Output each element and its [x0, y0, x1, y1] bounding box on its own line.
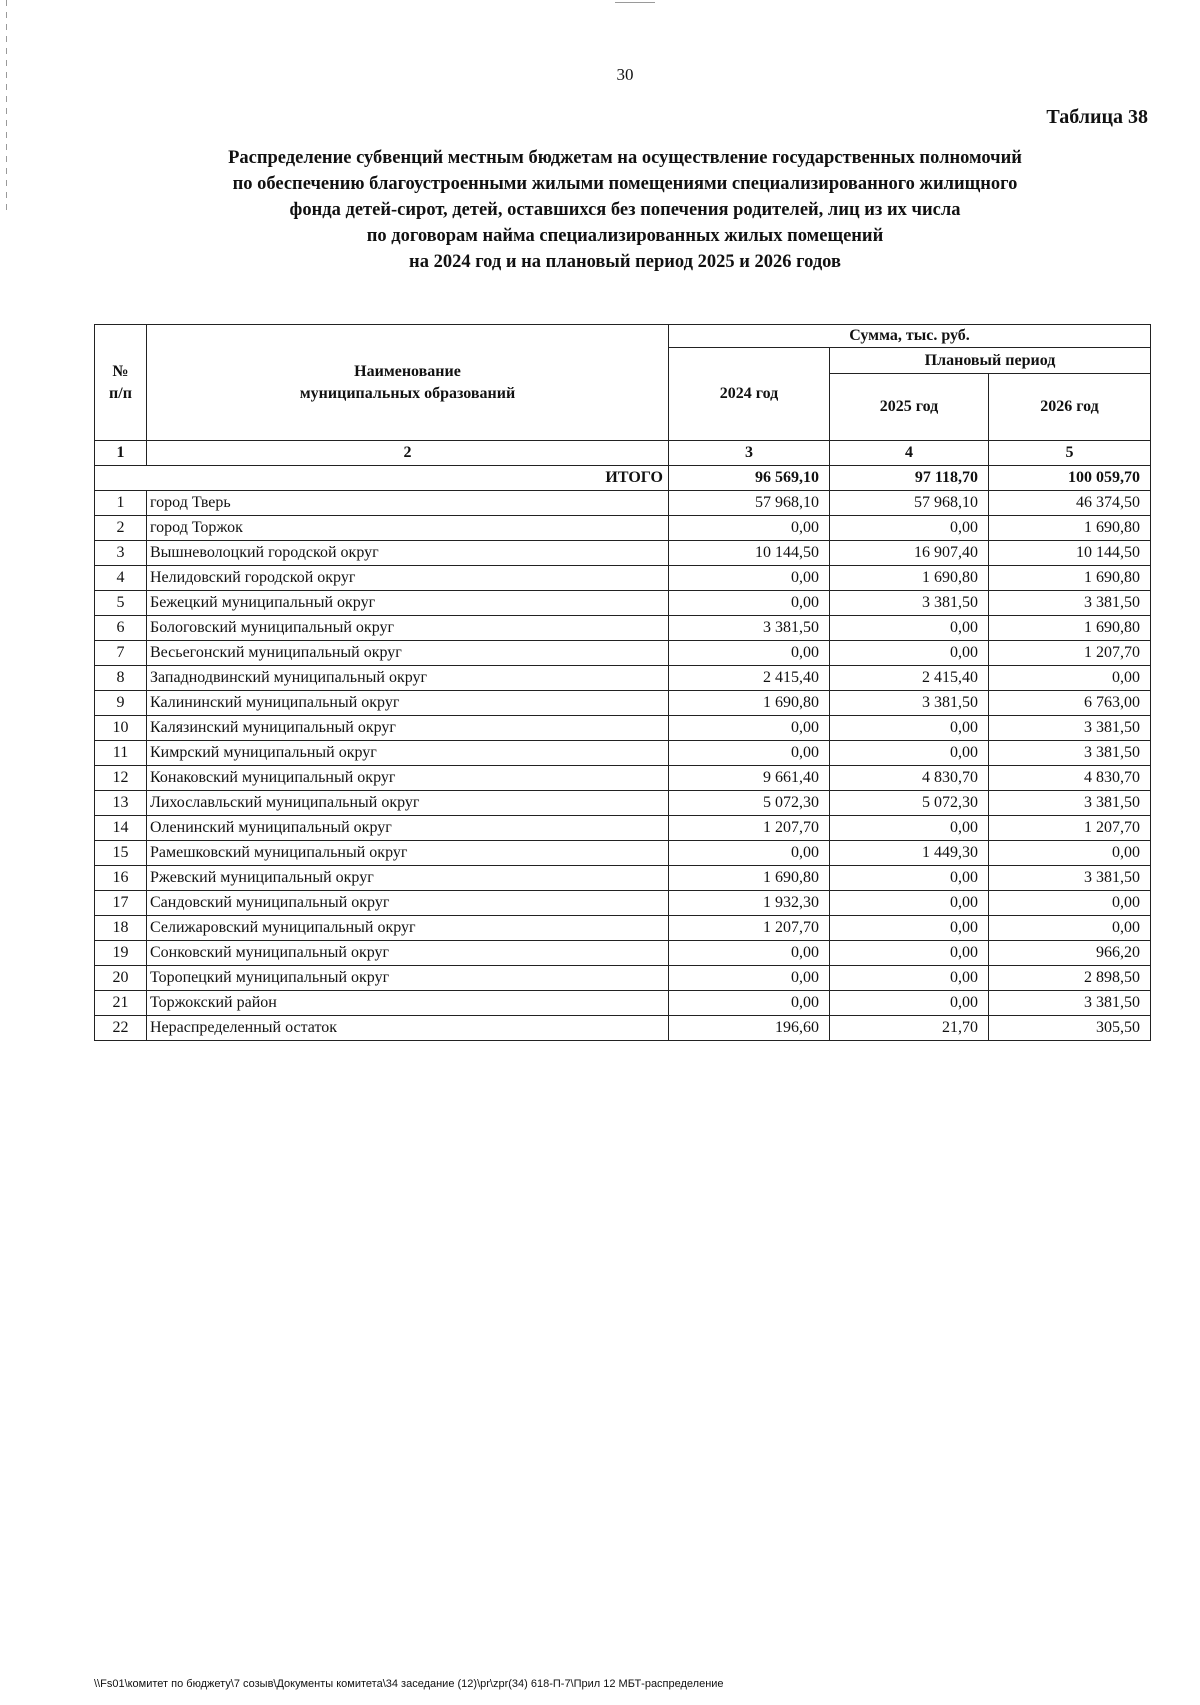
row-number: 20: [95, 966, 147, 991]
municipality-name: Лихославльский муниципальный округ: [147, 791, 669, 816]
table-row: [95, 866, 1151, 891]
amount-2025: 0,00: [830, 641, 989, 666]
amount-2025: 21,70: [830, 1016, 989, 1041]
header-name-text: Наименование муниципальных образований: [299, 362, 516, 402]
amount-2024: 1 690,80: [669, 691, 830, 716]
municipality-name: Сонковский муниципальный округ: [147, 941, 669, 966]
amount-2024: 9 661,40: [669, 766, 830, 791]
amount-2026: 305,50: [989, 1016, 1151, 1041]
municipality-name: Кимрский муниципальный округ: [147, 741, 669, 766]
amount-2024: 1 932,30: [669, 891, 830, 916]
amount-2025: 0,00: [830, 866, 989, 891]
header-year-2026: 2026 год: [989, 374, 1151, 441]
amount-2026: 10 144,50: [989, 541, 1151, 566]
municipality-name: Сандовский муниципальный округ: [147, 891, 669, 916]
document-title: [0, 145, 1200, 275]
row-number: 4: [95, 566, 147, 591]
amount-2024: 0,00: [669, 966, 830, 991]
total-2025: 97 118,70: [830, 466, 989, 491]
table-row: [95, 591, 1151, 616]
header-sum: Сумма, тыс. руб.: [669, 325, 1151, 348]
file-path-footer: \\Fs01\комитет по бюджету\7 созыв\Документы комитета\34 заседание (12)\pr\zpr(34) 618-П-7\Прил 12 МБТ-распределение: [94, 1678, 724, 1690]
column-number-3: 3: [669, 441, 830, 466]
amount-2026: 3 381,50: [989, 741, 1151, 766]
row-number: 16: [95, 866, 147, 891]
amount-2025: 0,00: [830, 741, 989, 766]
header-planned-period: Плановый период: [830, 348, 1151, 374]
municipality-name: Калязинский муниципальный округ: [147, 716, 669, 741]
row-number: 1: [95, 491, 147, 516]
municipality-name: Рамешковский муниципальный округ: [147, 841, 669, 866]
table-row: [95, 1016, 1151, 1041]
municipality-name: Конаковский муниципальный округ: [147, 766, 669, 791]
amount-2024: 1 207,70: [669, 916, 830, 941]
municipality-name: Вышневолоцкий городской округ: [147, 541, 669, 566]
row-number: 13: [95, 791, 147, 816]
municipality-name: город Тверь: [147, 491, 669, 516]
row-number: 19: [95, 941, 147, 966]
amount-2025: 0,00: [830, 716, 989, 741]
municipality-name: Торопецкий муниципальный округ: [147, 966, 669, 991]
table-row: [95, 641, 1151, 666]
amount-2026: 2 898,50: [989, 966, 1151, 991]
row-number: 5: [95, 591, 147, 616]
amount-2024: 2 415,40: [669, 666, 830, 691]
table-row: [95, 891, 1151, 916]
row-number: 2: [95, 516, 147, 541]
amount-2025: 5 072,30: [830, 791, 989, 816]
municipality-name: город Торжок: [147, 516, 669, 541]
table-row: [95, 841, 1151, 866]
amount-2026: 0,00: [989, 891, 1151, 916]
municipality-name: Бежецкий муниципальный округ: [147, 591, 669, 616]
row-number: 22: [95, 1016, 147, 1041]
row-number: 6: [95, 616, 147, 641]
header-year-2025: 2025 год: [830, 374, 989, 441]
row-number: 17: [95, 891, 147, 916]
amount-2024: 10 144,50: [669, 541, 830, 566]
amount-2026: 1 690,80: [989, 616, 1151, 641]
amount-2025: 0,00: [830, 916, 989, 941]
amount-2025: 0,00: [830, 941, 989, 966]
row-number: 12: [95, 766, 147, 791]
table-row: [95, 941, 1151, 966]
municipality-name: Весьегонский муниципальный округ: [147, 641, 669, 666]
row-number: 21: [95, 991, 147, 1016]
amount-2026: 1 690,80: [989, 566, 1151, 591]
table-row: [95, 766, 1151, 791]
row-number: 7: [95, 641, 147, 666]
table-row: [95, 666, 1151, 691]
amount-2024: 0,00: [669, 566, 830, 591]
amount-2024: 3 381,50: [669, 616, 830, 641]
amount-2026: 4 830,70: [989, 766, 1151, 791]
row-number: 8: [95, 666, 147, 691]
table-row: [95, 916, 1151, 941]
subvention-table: [94, 324, 1151, 1041]
row-number: 10: [95, 716, 147, 741]
total-row: [95, 466, 1151, 491]
amount-2026: 1 690,80: [989, 516, 1151, 541]
amount-2025: 16 907,40: [830, 541, 989, 566]
amount-2026: 0,00: [989, 916, 1151, 941]
amount-2026: 1 207,70: [989, 641, 1151, 666]
amount-2024: 57 968,10: [669, 491, 830, 516]
total-2024: 96 569,10: [669, 466, 830, 491]
amount-2026: 966,20: [989, 941, 1151, 966]
row-number: 14: [95, 816, 147, 841]
row-number: 18: [95, 916, 147, 941]
table-row: [95, 991, 1151, 1016]
header-number-text: № п/п: [109, 362, 132, 402]
column-number-1: 1: [95, 441, 147, 466]
table-row: [95, 791, 1151, 816]
municipality-name: Нераспределенный остаток: [147, 1016, 669, 1041]
page-number: 30: [616, 65, 634, 84]
table-label: Таблица 38: [1046, 106, 1148, 128]
title-line: по обеспечению благоустроенными жилыми помещениями специализированного жилищного: [232, 174, 1018, 194]
column-number-5: 5: [989, 441, 1151, 466]
header-name: [147, 325, 669, 441]
municipality-name: Ржевский муниципальный округ: [147, 866, 669, 891]
title-line: на 2024 год и на плановый период 2025 и 2026 годов: [409, 252, 841, 272]
table-row: [95, 816, 1151, 841]
column-number-4: 4: [830, 441, 989, 466]
amount-2025: 2 415,40: [830, 666, 989, 691]
title-line: по договорам найма специализированных жилых помещений: [366, 226, 884, 246]
municipality-name: Оленинский муниципальный округ: [147, 816, 669, 841]
municipality-name: Торжокский район: [147, 991, 669, 1016]
amount-2024: 0,00: [669, 991, 830, 1016]
municipality-name: Калининский муниципальный округ: [147, 691, 669, 716]
total-2026: 100 059,70: [989, 466, 1151, 491]
row-number: 11: [95, 741, 147, 766]
amount-2024: 0,00: [669, 516, 830, 541]
municipality-name: Западнодвинский муниципальный округ: [147, 666, 669, 691]
header-year-2024: 2024 год: [669, 348, 830, 441]
amount-2024: 0,00: [669, 591, 830, 616]
amount-2024: 0,00: [669, 641, 830, 666]
amount-2025: 0,00: [830, 991, 989, 1016]
table-row: [95, 566, 1151, 591]
amount-2026: 3 381,50: [989, 866, 1151, 891]
amount-2024: 0,00: [669, 741, 830, 766]
table-row: [95, 716, 1151, 741]
amount-2024: 0,00: [669, 716, 830, 741]
column-number-2: 2: [147, 441, 669, 466]
table-row: [95, 491, 1151, 516]
amount-2024: 196,60: [669, 1016, 830, 1041]
amount-2025: 0,00: [830, 966, 989, 991]
amount-2026: 0,00: [989, 666, 1151, 691]
title-line: Распределение субвенций местным бюджетам на осуществление государственных полномочий: [228, 148, 1022, 168]
amount-2025: 0,00: [830, 816, 989, 841]
amount-2026: 46 374,50: [989, 491, 1151, 516]
amount-2026: 3 381,50: [989, 791, 1151, 816]
amount-2026: 3 381,50: [989, 591, 1151, 616]
municipality-name: Селижаровский муниципальный округ: [147, 916, 669, 941]
total-label: ИТОГО: [95, 466, 669, 491]
row-number: 9: [95, 691, 147, 716]
amount-2024: 5 072,30: [669, 791, 830, 816]
amount-2026: 3 381,50: [989, 991, 1151, 1016]
table-row: [95, 691, 1151, 716]
table-row: [95, 616, 1151, 641]
table-row: [95, 541, 1151, 566]
row-number: 3: [95, 541, 147, 566]
amount-2026: 1 207,70: [989, 816, 1151, 841]
municipality-name: Бологовский муниципальный округ: [147, 616, 669, 641]
title-line: фонда детей-сирот, детей, оставшихся без попечения родителей, лиц из их числа: [289, 200, 961, 220]
amount-2025: 3 381,50: [830, 591, 989, 616]
table-row: [95, 516, 1151, 541]
amount-2026: 6 763,00: [989, 691, 1151, 716]
amount-2025: 0,00: [830, 891, 989, 916]
amount-2025: 0,00: [830, 616, 989, 641]
amount-2025: 1 690,80: [830, 566, 989, 591]
amount-2024: 1 207,70: [669, 816, 830, 841]
table-row: [95, 966, 1151, 991]
amount-2024: 1 690,80: [669, 866, 830, 891]
amount-2025: 4 830,70: [830, 766, 989, 791]
amount-2025: 0,00: [830, 516, 989, 541]
amount-2024: 0,00: [669, 841, 830, 866]
header-number: [95, 325, 147, 441]
table-row: [95, 741, 1151, 766]
amount-2024: 0,00: [669, 941, 830, 966]
municipality-name: Нелидовский городской округ: [147, 566, 669, 591]
scan-artifact-line: [615, 2, 655, 3]
row-number: 15: [95, 841, 147, 866]
amount-2025: 3 381,50: [830, 691, 989, 716]
amount-2025: 1 449,30: [830, 841, 989, 866]
amount-2026: 0,00: [989, 841, 1151, 866]
amount-2025: 57 968,10: [830, 491, 989, 516]
amount-2026: 3 381,50: [989, 716, 1151, 741]
